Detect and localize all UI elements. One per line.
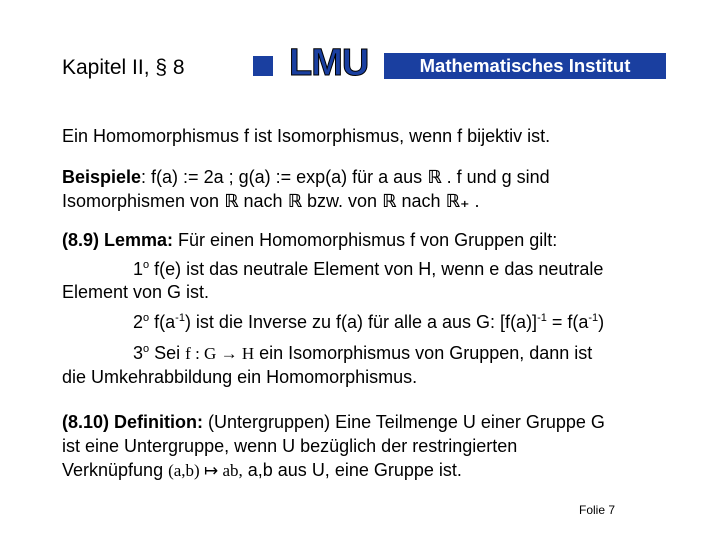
positive-reals-symbol: ℝ₊ — [445, 191, 470, 212]
lemma-item-3-line-2: die Umkehrabbildung ein Homomorphismus. — [62, 367, 418, 387]
definition-line-2: ist eine Untergruppe, wenn U bezüglich der restringierten — [62, 436, 518, 456]
lemma-item-3-line-1: 3$^o$ Sei f : G → H ein Isomorphismus von Gruppen, dann ist — [133, 343, 593, 363]
lemma-label: (8.9) Lemma: — [62, 230, 174, 250]
definition-line-1: (8.10) Definition: (Untergruppen) Eine Teilmenge U einer Gruppe G — [62, 412, 605, 432]
operation-formula: (a,b) ↦ ab, — [168, 461, 243, 480]
lemma-item-1-line-2: Element von G ist. — [62, 282, 210, 302]
logo-square-icon — [253, 56, 273, 76]
lemma-item-2: 2$^o$ $f(a^{-1})$ ist die Inverse zu f(a) für alle a aus G: $[f(a)]^{-1} = f(a^{-1})$ — [133, 312, 605, 332]
definition-label: (8.10) Definition: — [62, 412, 204, 432]
chapter-title: Kapitel II, § 8 — [62, 56, 185, 79]
examples-line-2: Isomorphismen von ℝ nach ℝ bzw. von ℝ nach ℝ₊ . — [62, 191, 480, 212]
definition-line-3: Verknüpfung (a,b) ↦ ab, a,b aus U, eine Gruppe ist. — [62, 460, 462, 480]
intro-line: Ein Homomorphismus f ist Isomorphismus, wenn f bijektiv ist. — [62, 126, 551, 146]
lemma-item-1-line-1: 1$^o$ f(e) ist das neutrale Element von H, wenn e das neutrale — [133, 259, 604, 279]
lemma-heading: (8.9) Lemma: Für einen Homomorphismus f von Gruppen gilt: — [62, 230, 558, 250]
isomorphism-formula: f : G → H — [185, 344, 255, 363]
examples-label: Beispiele — [62, 167, 142, 187]
examples-line-1: Beispiele: f(a) := 2a ; g(a) := exp(a) für a aus ℝ . f und g sind — [62, 167, 550, 188]
institute-banner: Mathematisches Institut — [384, 53, 666, 79]
slide-number: Folie 7 — [579, 503, 616, 517]
lmu-logo: LMU — [289, 42, 369, 84]
reals-symbol: ℝ — [427, 167, 442, 188]
